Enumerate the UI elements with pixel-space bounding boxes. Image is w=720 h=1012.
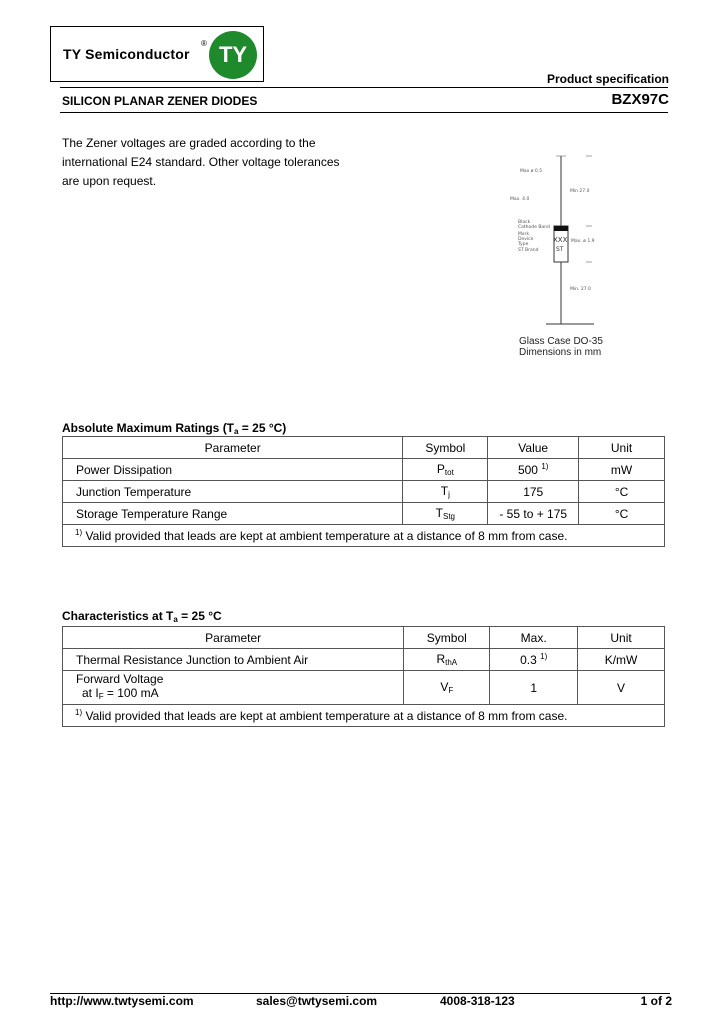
table-note-row xyxy=(63,525,665,547)
intro-line: are upon request. xyxy=(62,174,157,188)
table-row xyxy=(63,503,665,525)
intro-text xyxy=(62,134,372,191)
intro-line: international E24 standard. Other voltage tolerances xyxy=(62,155,340,169)
diagram-label: Mark xyxy=(518,232,530,237)
email-link[interactable]: sales@twtysemi.com xyxy=(256,994,378,1008)
diagram-label: ST Brand xyxy=(518,248,539,253)
symbol-cell: $T_j$ xyxy=(403,481,488,503)
col-header: Parameter xyxy=(63,627,404,649)
package-diagram xyxy=(508,150,608,330)
phone-number: 4008-318-123 xyxy=(440,994,515,1008)
symbol-cell: $R_{thA}$ xyxy=(404,649,490,671)
table-note-row xyxy=(63,705,665,727)
diagram-label: ST xyxy=(556,246,564,253)
col-header: Unit xyxy=(579,437,665,459)
table-row xyxy=(63,481,665,503)
unit-cell: mW xyxy=(579,459,665,481)
diagram-label: Max. ø 1.9 xyxy=(571,239,595,244)
param-cell: Junction Temperature xyxy=(63,481,403,503)
col-header: Value xyxy=(488,437,579,459)
unit-cell: V xyxy=(578,671,665,705)
table-row xyxy=(63,649,665,671)
col-header: Symbol xyxy=(403,437,488,459)
diode-body xyxy=(554,226,568,262)
table-row xyxy=(63,671,665,705)
value-cell: 1 xyxy=(490,671,578,705)
col-header: Max. xyxy=(490,627,578,649)
cathode-band xyxy=(554,226,568,231)
unit-cell: K/mW xyxy=(578,649,665,671)
header-rule xyxy=(60,87,668,88)
diagram-caption: Glass Case DO-35 Dimensions in mm xyxy=(519,336,603,358)
value-cell: 500 $^{1)}$ xyxy=(488,459,579,481)
diagram-label: XXX xyxy=(553,236,568,244)
param-cell: Storage Temperature Range xyxy=(63,503,403,525)
col-header: Symbol xyxy=(404,627,490,649)
spec-title: Product specification xyxy=(546,72,669,86)
characteristics-table xyxy=(62,626,665,727)
value-cell: 0.3 $^{1)}$ xyxy=(490,649,578,671)
param-cell: Forward Voltage at $I_F = 100$ mA xyxy=(63,671,404,705)
company-logo xyxy=(50,26,264,82)
diagram-label: Min. 27.0 xyxy=(570,287,591,292)
unit-cell: °C xyxy=(579,503,665,525)
website-link[interactable]: http://www.twtysemi.com xyxy=(50,994,194,1008)
param-cell: Thermal Resistance Junction to Ambient Air xyxy=(63,649,404,671)
intro-line: The Zener voltages are graded according to the xyxy=(62,136,316,150)
symbol-cell: $T_{Stg}$ xyxy=(403,503,488,525)
abs-max-table xyxy=(62,436,665,547)
title-rule xyxy=(60,112,668,113)
part-number: BZX97C xyxy=(611,91,669,108)
footnote: $^{1)}$ Valid provided that leads are kept at ambient temperature at a distance of 8 mm from case. xyxy=(63,525,665,547)
value-cell: 175 xyxy=(488,481,579,503)
abs-max-title: Absolute Maximum Ratings ($T_a = 25$ °C) xyxy=(62,421,287,436)
footnote: $^{1)}$ Valid provided that leads are kept at ambient temperature at a distance of 8 mm from case. xyxy=(63,705,665,727)
company-name: TY Semiconductor xyxy=(63,46,190,62)
characteristics-title: Characteristics at $T_a = 25$ °C xyxy=(62,609,222,624)
diagram-label: Max ø 0.5 xyxy=(520,169,543,174)
col-header: Parameter xyxy=(63,437,403,459)
table-header-row xyxy=(63,627,665,649)
symbol-cell: $V_F$ xyxy=(404,671,490,705)
value-cell: - 55 to + 175 xyxy=(488,503,579,525)
unit-cell: °C xyxy=(579,481,665,503)
diagram-label: Device xyxy=(518,237,534,242)
col-header: Unit xyxy=(578,627,665,649)
diagram-label: Type xyxy=(518,242,529,247)
symbol-cell: $P_{tot}$ xyxy=(403,459,488,481)
diagram-label: Black xyxy=(518,220,531,225)
registered-mark: ® xyxy=(201,39,207,48)
diagram-label: Max. 4.0 xyxy=(510,197,530,202)
table-row xyxy=(63,459,665,481)
ty-logo-icon: TY xyxy=(209,31,257,79)
param-cell: Power Dissipation xyxy=(63,459,403,481)
diagram-label: Min 27.0 xyxy=(570,189,590,194)
doc-title: SILICON PLANAR ZENER DIODES xyxy=(62,94,258,108)
page-number: 1 of 2 xyxy=(640,994,672,1008)
table-header-row xyxy=(63,437,665,459)
diagram-label: Cathode Band xyxy=(518,225,550,230)
